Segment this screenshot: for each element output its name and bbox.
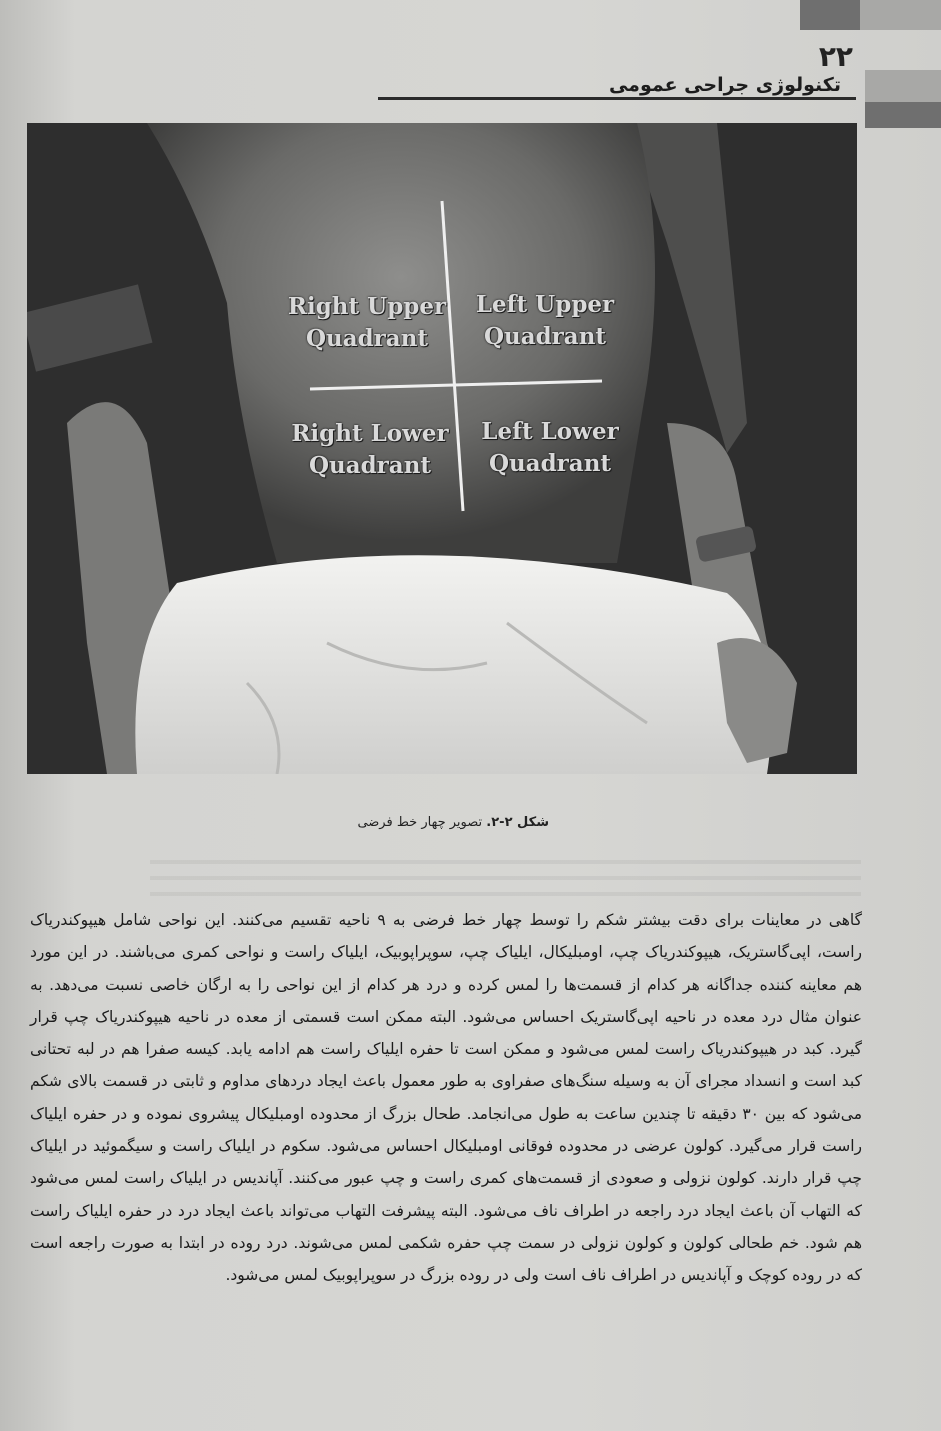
running-header-title: تکنولوژی جراحی عمومی — [608, 74, 841, 96]
label-right-upper-quadrant: Right Upper Quadrant — [287, 293, 447, 352]
corner-tab-light — [860, 0, 941, 30]
abdomen-quadrant-photo — [27, 123, 857, 774]
label-left-upper-quadrant: Left Upper Quadrant — [475, 291, 615, 350]
corner-tab-dark — [800, 0, 860, 30]
page-number: ۲۲ — [818, 40, 853, 73]
show-through-text — [150, 848, 861, 896]
figure-caption — [357, 815, 549, 830]
label-left-lower-quadrant: Left Lower Quadrant — [481, 418, 619, 477]
header-rule — [378, 97, 856, 100]
body-paragraph: گاهی در معاینات برای دقت بیشتر شکم را توسط چهار خط فرضی به ۹ ناحیه تقسیم می‌کنند. این نواحی شامل هیپوکندریاک راست، اپی‌گاستریک، هیپوکندریاک چپ، اومبلیکال، ایلیاک چپ، سوپراپوبیک، ایلیاک راست و نواحی کمری می‌باشند. در این مورد هم معاینه کننده جداگانه هر کدام از قسمت‌ها را لمس کرده و درد هر کدام از این نواحی را به ارگان خاصی نسبت می‌دهد. به عنوان مثال درد معده در ناحیه اپی‌گاستریک احساس می‌شود. البته ممکن است قسمتی از معده در ناحیه هیپوکندریاک چپ قرار گیرد. کبد در هیپوکندریاک راست لمس می‌شود و ممکن است تا حفره ایلیاک راست هم ادامه یابد. کیسه صفرا هم در لبه تحتانی کبد است و انسداد مجرای آن به وسیله سنگ‌های صفراوی به طور معمول باعث ایجاد دردهای مداوم و ثابتی در قسمت بالای شکم می‌شود که بین ۳۰ دقیقه تا چندین ساعت به طول می‌انجامد. طحال بزرگ از محدوده اومبلیکال پیشروی نموده و در حفره ایلیاک راست قرار می‌گیرد. کولون عرضی در محدوده فوقانی اومبلیکال احساس می‌شود. سکوم در ایلیاک راست و سیگموئید در ایلیاک چپ قرار دارند. کولون نزولی و صعودی از قسمت‌های کمری راست و چپ عبور می‌کنند. آپاندیس در ایلیاک راست لمس می‌شود که التهاب آن باعث ایجاد درد راجعه در اطراف ناف می‌شود. البته پیشرفت التهاب می‌تواند باعث ایجاد درد در حفره ایلیاک راست هم شود. خم طحالی کولون و کولون نزولی در سمت چپ حفره شکمی لمس می‌شوند. درد روده در ابتدا به صورت راجعه است که در روده کوچک و آپاندیس در اطراف ناف است ولی در روده بزرگ در سوپراپوبیک لمس می‌شود. — [30, 911, 862, 1285]
figure-caption-text: تصویر چهار خط فرضی — [357, 815, 487, 830]
figure-caption-label: شکل ۲-۲. — [486, 815, 549, 830]
label-right-lower-quadrant: Right Lower Quadrant — [291, 420, 449, 479]
edge-tab-dark — [865, 102, 941, 128]
edge-tab-light — [865, 70, 941, 102]
